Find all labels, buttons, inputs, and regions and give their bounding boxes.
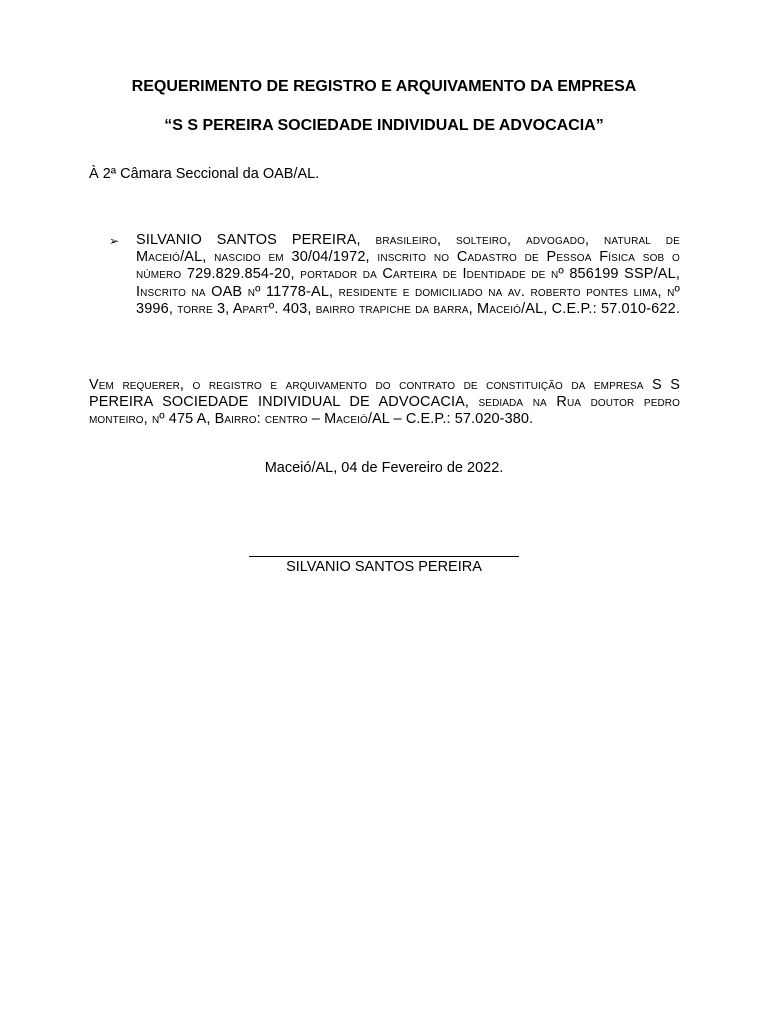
place-date-line: Maceió/AL, 04 de Fevereiro de 2022.	[264, 460, 504, 476]
company-name-title: “S S PEREIRA SOCIEDADE INDIVIDUAL DE ADVOCACIA”	[164, 117, 604, 134]
partner-qualification-item	[109, 232, 680, 318]
document-title: REQUERIMENTO DE REGISTRO E ARQUIVAMENTO DA EMPRESA	[131, 78, 637, 95]
signatory-name: SILVANIO SANTOS PEREIRA	[286, 559, 482, 575]
addressee-line: À 2ª Câmara Seccional da OAB/AL.	[89, 166, 320, 182]
request-paragraph: Vem requerer, o registro e arquivamento do contrato de constituição da empresa S S PEREIRA SOCIEDADE INDIVIDUAL DE ADVOCACIA, sediada na Rua doutor pedro monteiro, nº 475 A, Bairro: centro – Maceió/AL – C.E.P.: 57.020-380.	[89, 377, 680, 428]
signature-line	[249, 556, 519, 557]
arrow-bullet-icon: ➢	[109, 234, 120, 248]
partner-qualification-text: SILVANIO SANTOS PEREIRA, brasileiro, solteiro, advogado, natural de Maceió/AL, nascido em 30/04/1972, inscrito no Cadastro de Pessoa Física sob o número 729.829.854-20, portador da Carteira de Identidade de nº 856199 SSP/AL, Inscrito na OAB nº 11778-AL, residente e domiciliado na av. roberto pontes lima, nº 3996, torre 3, Apartº. 403, bairro trapiche da barra, Maceió/AL, C.E.P.: 57.010-622.	[136, 232, 680, 317]
